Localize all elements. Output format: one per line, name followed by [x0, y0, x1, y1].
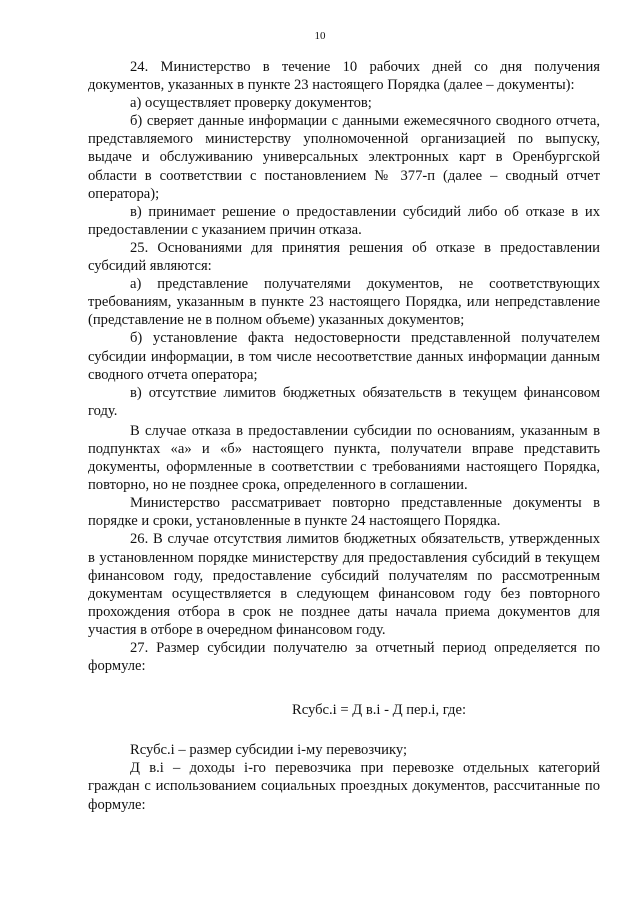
page-number: 10	[314, 30, 326, 42]
formula: Rсубс.i = Д в.i - Д пер.i, где:	[291, 702, 466, 719]
definition-r-subs: Rсубс.i – размер субсидии i-му перевозчику;	[130, 742, 408, 759]
paragraph-24-a: а) осуществляет проверку документов;	[130, 95, 372, 112]
paragraph-27: 27. Размер субсидии получателю за отчетный период определяется по формуле:	[88, 640, 600, 675]
paragraph-24-intro: 24. Министерство в течение 10 рабочих дней со дня получения документов, указанных в пункте 23 настоящего Порядка (далее – документы):	[88, 59, 600, 94]
paragraph-25-intro: 25. Основаниями для принятия решения об отказе в предоставлении субсидий являются:	[88, 239, 600, 275]
paragraph-25-refusal: В случае отказа в предоставлении субсидии по основаниям, указанным в подпунктах «а» и «б» настоящего пункта, получатели вправе представить документы, оформленные в соответствии с требованиями настоящего Порядка, повторно, но не позднее срока, определенного в соглашении.	[88, 422, 600, 494]
definition-d-v: Д в.i – доходы i-го перевозчика при перевозке отдельных категорий граждан с использованием социальных проездных документов, рассчитанные по формуле:	[88, 760, 600, 813]
paragraph-25-b: б) установление факта недостоверности представленной получателем субсидии информации, в том числе несоответствие данных информации данным сводного отчета оператора;	[88, 330, 600, 383]
paragraph-25-review: Министерство рассматривает повторно представленные документы в порядке и сроки, установленные в пункте 24 настоящего Порядка.	[88, 495, 600, 530]
paragraph-25-c: в) отсутствие лимитов бюджетных обязательств в текущем финансовом году.	[88, 384, 600, 419]
paragraph-25-a: а) представление получателями документов, не соответствующих требованиям, указанным в пункте 23 настоящего Порядка, или непредставление (представление не в полном объеме) указанных документов;	[88, 276, 600, 329]
paragraph-24-c: в) принимает решение о предоставлении субсидий либо об отказе в их предоставлении с указанием причин отказа.	[88, 203, 600, 238]
paragraph-24-b: б) сверяет данные информации с данными ежемесячного сводного отчета, представляемого министерству уполномоченной организацией по выпуску, выдаче и обслуживанию универсальных электронных карт в Оренбургской области в соответствии с постановлением № 377-п (далее – сводный отчет оператора);	[88, 113, 600, 202]
paragraph-26: 26. В случае отсутствия лимитов бюджетных обязательств, утвержденных в установленном порядке министерству для предоставления субсидий в текущем финансовом году, предоставление субсидий получателям по рассмотренным документам осуществляется в следующем финансовом году без повторного прохождения отбора в срок не позднее даты начала приема документов для участия в отборе в очередном финансовом году.	[88, 531, 600, 638]
document-body	[88, 58, 600, 814]
